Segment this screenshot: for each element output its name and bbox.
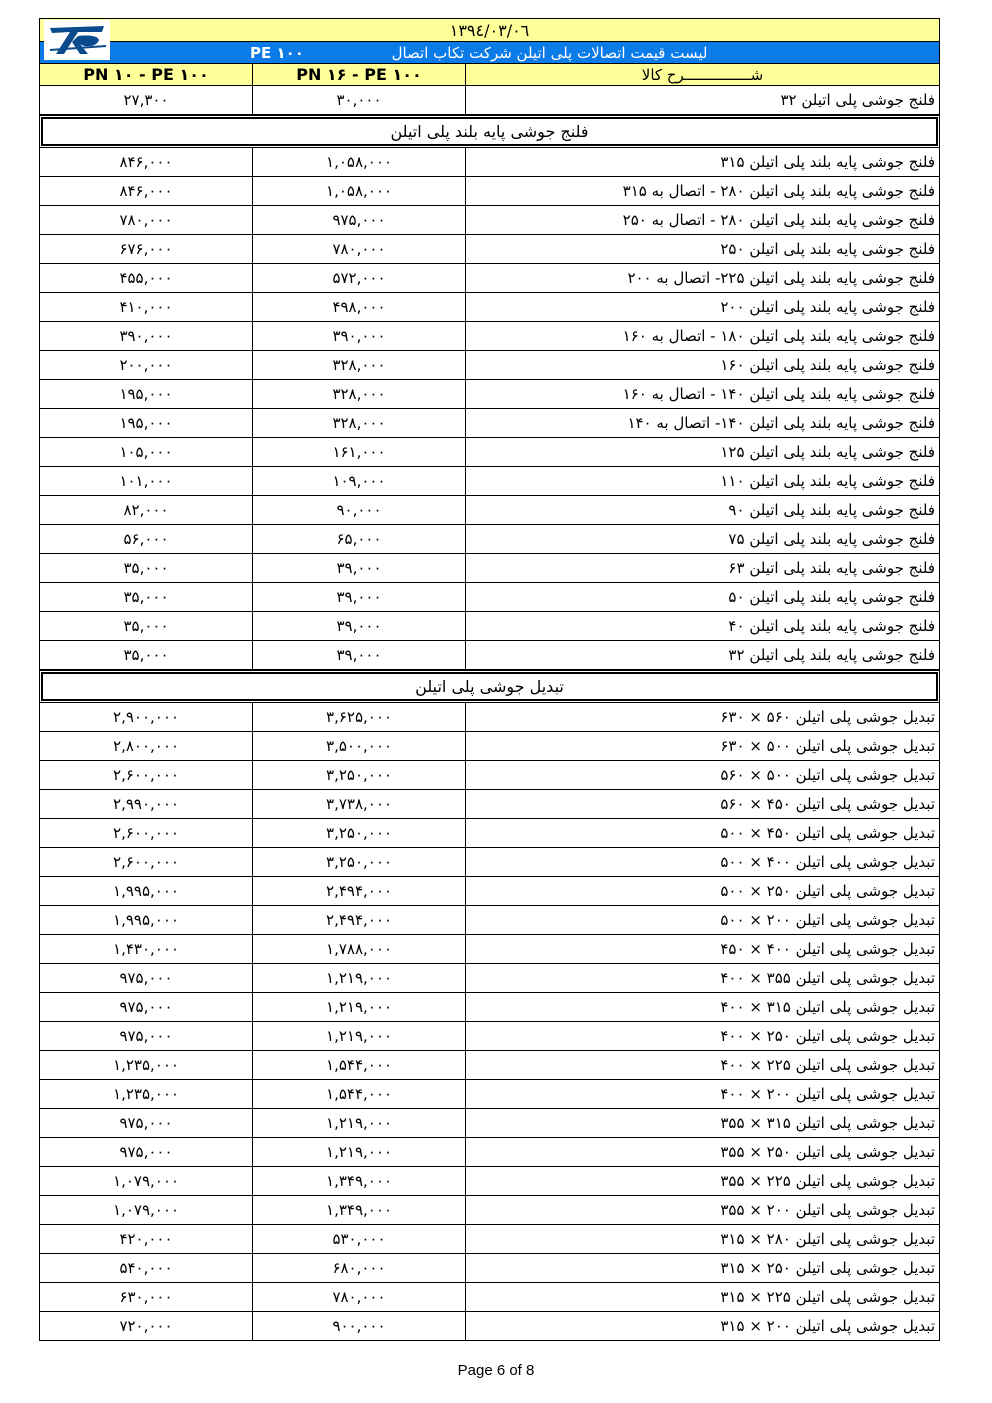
- table-row: [39, 1022, 940, 1051]
- item-description: فلنج جوشی پایه بلند پلی اتیلن ۲۵۰: [720, 240, 935, 258]
- item-description: فلنج جوشی پایه بلند پلی اتیلن ۳۱۵: [720, 153, 935, 171]
- table-row: [39, 1254, 940, 1283]
- price-pn16: ۳۹,۰۰۰: [253, 641, 466, 669]
- price-pn16: ۶۸۰,۰۰۰: [253, 1254, 466, 1282]
- table-row: [39, 380, 940, 409]
- price-pn16: ۳۲۸,۰۰۰: [253, 380, 466, 408]
- col-header-pn16: PN ۱۶ - PE ۱۰۰: [253, 64, 466, 85]
- table-row: [39, 1196, 940, 1225]
- price-pn10: ۲۷,۳۰۰: [40, 86, 253, 114]
- price-pn10: ۳۹۰,۰۰۰: [40, 322, 253, 350]
- item-description: تبدیل جوشی پلی اتیلن ۲۲۵ × ۳۱۵: [720, 1288, 935, 1306]
- section-header: [39, 670, 940, 703]
- price-pn10: ۹۷۵,۰۰۰: [40, 1109, 253, 1137]
- price-pn16: ۱,۷۸۸,۰۰۰: [253, 935, 466, 963]
- price-pn10: ۷۲۰,۰۰۰: [40, 1312, 253, 1340]
- item-description: تبدیل جوشی پلی اتیلن ۲۲۵ × ۳۵۵: [720, 1172, 935, 1190]
- price-pn16: ۱,۳۴۹,۰۰۰: [253, 1196, 466, 1224]
- price-pn16: ۱,۲۱۹,۰۰۰: [253, 1138, 466, 1166]
- price-pn10: ۳۵,۰۰۰: [40, 583, 253, 611]
- price-pn16: ۱,۰۵۸,۰۰۰: [253, 148, 466, 176]
- table-row: [39, 1138, 940, 1167]
- table-row: [39, 1312, 940, 1341]
- grade-label: PE ۱۰۰: [250, 43, 304, 62]
- price-pn10: ۱,۰۷۹,۰۰۰: [40, 1196, 253, 1224]
- price-pn10: ۱۹۵,۰۰۰: [40, 380, 253, 408]
- item-description: تبدیل جوشی پلی اتیلن ۴۵۰ × ۵۶۰: [720, 795, 935, 813]
- item-description: تبدیل جوشی پلی اتیلن ۴۰۰ × ۴۵۰: [720, 940, 935, 958]
- price-pn16: ۵۷۲,۰۰۰: [253, 264, 466, 292]
- price-pn16: ۱,۲۱۹,۰۰۰: [253, 964, 466, 992]
- price-pn10: ۸۴۶,۰۰۰: [40, 177, 253, 205]
- price-pn10: ۸۴۶,۰۰۰: [40, 148, 253, 176]
- price-pn16: ۳,۶۲۵,۰۰۰: [253, 703, 466, 731]
- price-pn16: ۳۰,۰۰۰: [253, 86, 466, 114]
- table-row: [39, 906, 940, 935]
- price-pn16: ۱,۲۱۹,۰۰۰: [253, 1022, 466, 1050]
- table-row: [39, 1051, 940, 1080]
- item-description: فلنج جوشی پایه بلند پلی اتیلن ۲۸۰ - اتصال به ۳۱۵: [622, 182, 935, 200]
- item-description: تبدیل جوشی پلی اتیلن ۵۰۰ × ۶۳۰: [720, 737, 935, 755]
- price-list-sheet: [39, 18, 940, 1341]
- table-row: [39, 732, 940, 761]
- item-description: تبدیل جوشی پلی اتیلن ۳۱۵ × ۴۰۰: [720, 998, 935, 1016]
- table-row: [39, 1283, 940, 1312]
- table-row: [39, 1109, 940, 1138]
- table-row: [39, 641, 940, 670]
- item-description: تبدیل جوشی پلی اتیلن ۲۸۰ × ۳۱۵: [720, 1230, 935, 1248]
- item-description: تبدیل جوشی پلی اتیلن ۳۱۵ × ۳۵۵: [720, 1114, 935, 1132]
- price-pn16: ۳,۲۵۰,۰۰۰: [253, 761, 466, 789]
- price-pn16: ۳,۵۰۰,۰۰۰: [253, 732, 466, 760]
- table-row: [39, 293, 940, 322]
- table-row: [39, 848, 940, 877]
- table-row: [39, 525, 940, 554]
- price-pn16: ۱۰۹,۰۰۰: [253, 467, 466, 495]
- item-description: فلنج جوشی پایه بلند پلی اتیلن ۱۴۰ - اتصال به ۱۶۰: [622, 385, 935, 403]
- item-description: فلنج جوشی پایه بلند پلی اتیلن ۱۸۰ - اتصال به ۱۶۰: [622, 327, 935, 345]
- price-pn16: ۱,۰۵۸,۰۰۰: [253, 177, 466, 205]
- section-header: [39, 115, 940, 148]
- price-pn16: ۵۳۰,۰۰۰: [253, 1225, 466, 1253]
- price-pn10: ۲,۹۹۰,۰۰۰: [40, 790, 253, 818]
- item-description: تبدیل جوشی پلی اتیلن ۲۵۰ × ۳۵۵: [720, 1143, 935, 1161]
- price-pn16: ۱,۵۴۴,۰۰۰: [253, 1051, 466, 1079]
- price-pn16: ۱,۳۴۹,۰۰۰: [253, 1167, 466, 1195]
- table-row: [39, 761, 940, 790]
- price-pn10: ۳۵,۰۰۰: [40, 612, 253, 640]
- price-pn10: ۱۰۱,۰۰۰: [40, 467, 253, 495]
- table-row: [39, 1167, 940, 1196]
- item-description: تبدیل جوشی پلی اتیلن ۴۰۰ × ۵۰۰: [720, 853, 935, 871]
- price-pn16: ۴۹۸,۰۰۰: [253, 293, 466, 321]
- item-description: تبدیل جوشی پلی اتیلن ۲۰۰ × ۳۵۵: [720, 1201, 935, 1219]
- price-pn16: ۹۰,۰۰۰: [253, 496, 466, 524]
- table-row: [39, 467, 940, 496]
- item-description: تبدیل جوشی پلی اتیلن ۲۵۰ × ۳۱۵: [720, 1259, 935, 1277]
- item-description: فلنج جوشی پایه بلند پلی اتیلن ۱۱۰: [720, 472, 935, 490]
- price-pn10: ۱,۹۹۵,۰۰۰: [40, 877, 253, 905]
- section-title: تبدیل جوشی پلی اتیلن: [41, 672, 938, 701]
- price-pn10: ۲,۶۰۰,۰۰۰: [40, 848, 253, 876]
- price-pn16: ۹۷۵,۰۰۰: [253, 206, 466, 234]
- date-row: [39, 18, 940, 42]
- price-pn10: ۱,۰۷۹,۰۰۰: [40, 1167, 253, 1195]
- company-logo: [44, 20, 110, 60]
- item-description: فلنج جوشی پایه بلند پلی اتیلن ۳۲: [728, 646, 935, 664]
- price-pn16: ۳,۷۳۸,۰۰۰: [253, 790, 466, 818]
- item-description: تبدیل جوشی پلی اتیلن ۲۰۰ × ۵۰۰: [720, 911, 935, 929]
- item-description: فلنج جوشی پایه بلند پلی اتیلن ۶۳: [728, 559, 935, 577]
- price-pn16: ۳۲۸,۰۰۰: [253, 409, 466, 437]
- section-title: فلنج جوشی پایه بلند پلی اتیلن: [41, 117, 938, 146]
- table-row: [39, 554, 940, 583]
- price-pn16: ۷۸۰,۰۰۰: [253, 235, 466, 263]
- price-pn10: ۱,۴۳۰,۰۰۰: [40, 935, 253, 963]
- item-description: تبدیل جوشی پلی اتیلن ۳۵۵ × ۴۰۰: [720, 969, 935, 987]
- price-pn16: ۳,۲۵۰,۰۰۰: [253, 848, 466, 876]
- price-pn10: ۱,۲۳۵,۰۰۰: [40, 1080, 253, 1108]
- table-row: [39, 612, 940, 641]
- item-description: فلنج جوشی پایه بلند پلی اتیلن ۱۴۰- اتصال به ۱۴۰: [627, 414, 935, 432]
- price-pn10: ۲,۹۰۰,۰۰۰: [40, 703, 253, 731]
- price-pn10: ۳۵,۰۰۰: [40, 641, 253, 669]
- column-header-row: [39, 64, 940, 86]
- item-description: فلنج جوشی پایه بلند پلی اتیلن ۲۸۰ - اتصال به ۲۵۰: [622, 211, 935, 229]
- price-pn10: ۱۹۵,۰۰۰: [40, 409, 253, 437]
- price-pn16: ۳۹,۰۰۰: [253, 583, 466, 611]
- price-pn10: ۸۲,۰۰۰: [40, 496, 253, 524]
- table-row: [39, 877, 940, 906]
- price-pn16: ۳۹۰,۰۰۰: [253, 322, 466, 350]
- price-pn16: ۶۵,۰۰۰: [253, 525, 466, 553]
- price-pn10: ۲,۸۰۰,۰۰۰: [40, 732, 253, 760]
- item-description: فلنج جوشی پایه بلند پلی اتیلن ۲۰۰: [720, 298, 935, 316]
- price-pn10: ۷۸۰,۰۰۰: [40, 206, 253, 234]
- item-description: تبدیل جوشی پلی اتیلن ۲۰۰ × ۴۰۰: [720, 1085, 935, 1103]
- table-row: [39, 351, 940, 380]
- price-pn10: ۱,۲۳۵,۰۰۰: [40, 1051, 253, 1079]
- table-row: [39, 790, 940, 819]
- item-description: فلنج جوشی پایه بلند پلی اتیلن ۲۲۵- اتصال به ۲۰۰: [627, 269, 935, 287]
- price-pn10: ۳۵,۰۰۰: [40, 554, 253, 582]
- table-row: [39, 235, 940, 264]
- table-row: [39, 819, 940, 848]
- table-row: [39, 703, 940, 732]
- table-row: [39, 583, 940, 612]
- table-row: [39, 935, 940, 964]
- price-pn10: ۶۷۶,۰۰۰: [40, 235, 253, 263]
- item-description: تبدیل جوشی پلی اتیلن ۴۵۰ × ۵۰۰: [720, 824, 935, 842]
- price-pn10: ۹۷۵,۰۰۰: [40, 1138, 253, 1166]
- price-pn10: ۵۶,۰۰۰: [40, 525, 253, 553]
- item-description: تبدیل جوشی پلی اتیلن ۲۵۰ × ۴۰۰: [720, 1027, 935, 1045]
- table-row: [39, 1080, 940, 1109]
- price-pn10: ۹۷۵,۰۰۰: [40, 993, 253, 1021]
- table-row: [39, 206, 940, 235]
- table-row: [39, 438, 940, 467]
- table-row: [39, 409, 940, 438]
- price-pn16: ۹۰۰,۰۰۰: [253, 1312, 466, 1340]
- item-description: تبدیل جوشی پلی اتیلن ۲۵۰ × ۵۰۰: [720, 882, 935, 900]
- item-description: فلنج جوشی پایه بلند پلی اتیلن ۵۰: [728, 588, 935, 606]
- price-pn16: ۳۹,۰۰۰: [253, 612, 466, 640]
- price-pn16: ۲,۴۹۴,۰۰۰: [253, 906, 466, 934]
- table-row: [39, 993, 940, 1022]
- table-row: [39, 264, 940, 293]
- item-description: تبدیل جوشی پلی اتیلن ۵۰۰ × ۵۶۰: [720, 766, 935, 784]
- table-row: [39, 177, 940, 206]
- item-description: فلنج جوشی پلی اتیلن ۳۲: [780, 91, 935, 109]
- table-row: [39, 496, 940, 525]
- table-row: [39, 148, 940, 177]
- price-pn10: ۹۷۵,۰۰۰: [40, 1022, 253, 1050]
- price-pn16: ۲,۴۹۴,۰۰۰: [253, 877, 466, 905]
- price-pn10: ۹۷۵,۰۰۰: [40, 964, 253, 992]
- price-pn10: ۲,۶۰۰,۰۰۰: [40, 819, 253, 847]
- list-date: ۱۳۹٤/۰۳/۰٦: [449, 20, 530, 40]
- item-description: فلنج جوشی پایه بلند پلی اتیلن ۱۲۵: [720, 443, 935, 461]
- price-pn16: ۳۲۸,۰۰۰: [253, 351, 466, 379]
- item-description: فلنج جوشی پایه بلند پلی اتیلن ۹۰: [728, 501, 935, 519]
- item-description: تبدیل جوشی پلی اتیلن ۲۰۰ × ۳۱۵: [720, 1317, 935, 1335]
- price-pn10: ۱۰۵,۰۰۰: [40, 438, 253, 466]
- item-description: تبدیل جوشی پلی اتیلن ۲۲۵ × ۴۰۰: [720, 1056, 935, 1074]
- price-pn10: ۲,۶۰۰,۰۰۰: [40, 761, 253, 789]
- price-pn16: ۱,۵۴۴,۰۰۰: [253, 1080, 466, 1108]
- price-pn16: ۳,۲۵۰,۰۰۰: [253, 819, 466, 847]
- item-description: تبدیل جوشی پلی اتیلن ۵۶۰ × ۶۳۰: [720, 708, 935, 726]
- price-pn16: ۷۸۰,۰۰۰: [253, 1283, 466, 1311]
- item-description: فلنج جوشی پایه بلند پلی اتیلن ۷۵: [728, 530, 935, 548]
- title-row: [39, 42, 940, 64]
- price-pn10: ۴۲۰,۰۰۰: [40, 1225, 253, 1253]
- price-pn10: ۵۴۰,۰۰۰: [40, 1254, 253, 1282]
- price-table-body: [39, 86, 940, 1341]
- col-header-pn10: PN ۱۰ - PE ۱۰۰: [40, 64, 253, 85]
- price-pn10: ۱,۹۹۵,۰۰۰: [40, 906, 253, 934]
- table-row: [39, 86, 940, 115]
- price-pn16: ۱,۲۱۹,۰۰۰: [253, 993, 466, 1021]
- table-row: [39, 322, 940, 351]
- table-row: [39, 964, 940, 993]
- price-pn16: ۱۶۱,۰۰۰: [253, 438, 466, 466]
- item-description: فلنج جوشی پایه بلند پلی اتیلن ۴۰: [728, 617, 935, 635]
- list-title: لیست قیمت اتصالات پلی اتیلن شرکت تکاب اتصال: [391, 43, 708, 62]
- price-pn16: ۱,۲۱۹,۰۰۰: [253, 1109, 466, 1137]
- table-row: [39, 1225, 940, 1254]
- price-pn10: ۲۰۰,۰۰۰: [40, 351, 253, 379]
- price-pn16: ۳۹,۰۰۰: [253, 554, 466, 582]
- price-pn10: ۴۵۵,۰۰۰: [40, 264, 253, 292]
- col-header-desc: شـــــــــــــــرح کالا: [641, 65, 764, 84]
- price-pn10: ۶۳۰,۰۰۰: [40, 1283, 253, 1311]
- page-number: Page 6 of 8: [457, 1362, 535, 1379]
- item-description: فلنج جوشی پایه بلند پلی اتیلن ۱۶۰: [720, 356, 935, 374]
- price-pn10: ۴۱۰,۰۰۰: [40, 293, 253, 321]
